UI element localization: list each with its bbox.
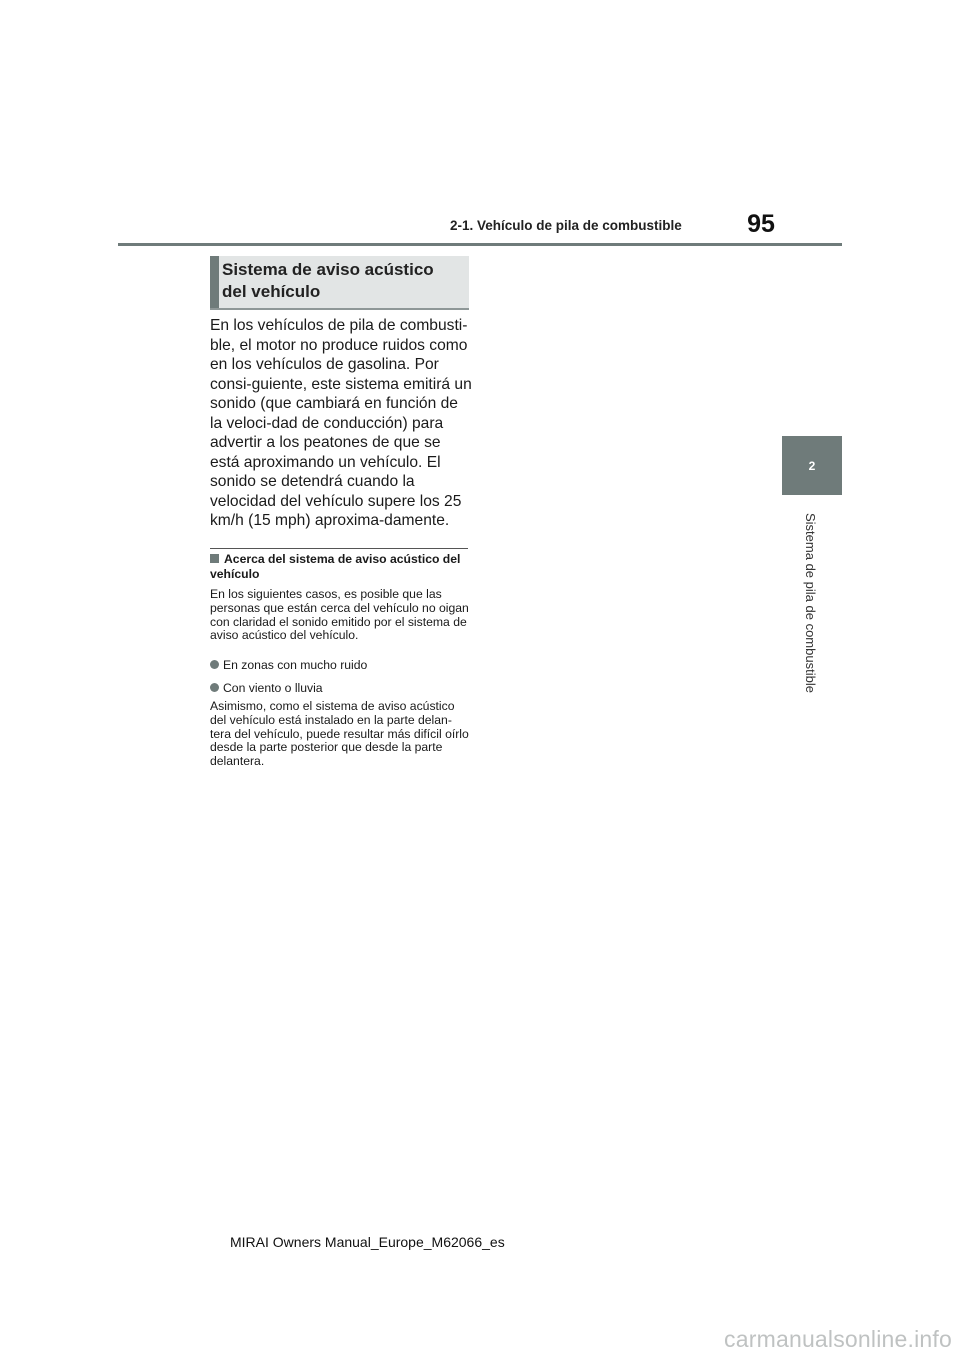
circle-bullet-icon bbox=[210, 660, 219, 669]
running-header-section: 2-1. Vehículo de pila de combustible bbox=[450, 218, 682, 233]
section-title: Sistema de aviso acústico del vehículo bbox=[222, 260, 434, 301]
subsection-closing-text: Asimismo, como el sistema de aviso acústico del vehículo está instalado en la parte delan-tera del vehículo, puede resultar más difícil oírlo desde la parte posterior que desde la parte delantera. bbox=[210, 699, 469, 769]
square-bullet-icon bbox=[210, 554, 219, 563]
list-item-text: En zonas con mucho ruido bbox=[223, 658, 368, 672]
chapter-number: 2 bbox=[808, 458, 816, 473]
list-item-text: Con viento o lluvia bbox=[223, 681, 323, 695]
section-body-text: En los vehículos de pila de combusti-ble, el motor no produce ruidos como en los vehículos de gasolina. Por consi-guiente, este sistema emitirá un sonido (que cambiará en función de la veloci-dad de conducción) para advertir a los peatones de que se está aproximando un vehículo. El sonido se detendrá cuando la velocidad del vehículo supere los 25 km/h (15 mph) aproxima-damente. bbox=[210, 317, 472, 529]
footer-manual-name: MIRAI Owners Manual_Europe_M62066_es bbox=[230, 1234, 505, 1250]
section-accent-bar bbox=[210, 256, 219, 308]
page-number: 95 bbox=[747, 210, 775, 238]
circle-bullet-icon bbox=[210, 683, 219, 692]
chapter-title: Sistema de pila de combustible bbox=[803, 513, 818, 693]
header-divider bbox=[118, 243, 842, 246]
watermark: carmanualsonline.info bbox=[724, 1326, 952, 1352]
chapter-tab[interactable] bbox=[782, 436, 842, 495]
section-heading-box bbox=[210, 256, 469, 310]
subsection-divider bbox=[210, 548, 468, 549]
subsection-heading bbox=[210, 552, 468, 582]
subsection-intro-text: En los siguientes casos, es posible que las personas que están cerca del vehículo no oigan con claridad el sonido emitido por el sistema de aviso acústico del vehículo. bbox=[210, 587, 469, 643]
list-item bbox=[210, 658, 470, 672]
subsection-title: Acerca del sistema de aviso acústico del vehículo bbox=[210, 552, 461, 581]
list-item bbox=[210, 681, 470, 695]
